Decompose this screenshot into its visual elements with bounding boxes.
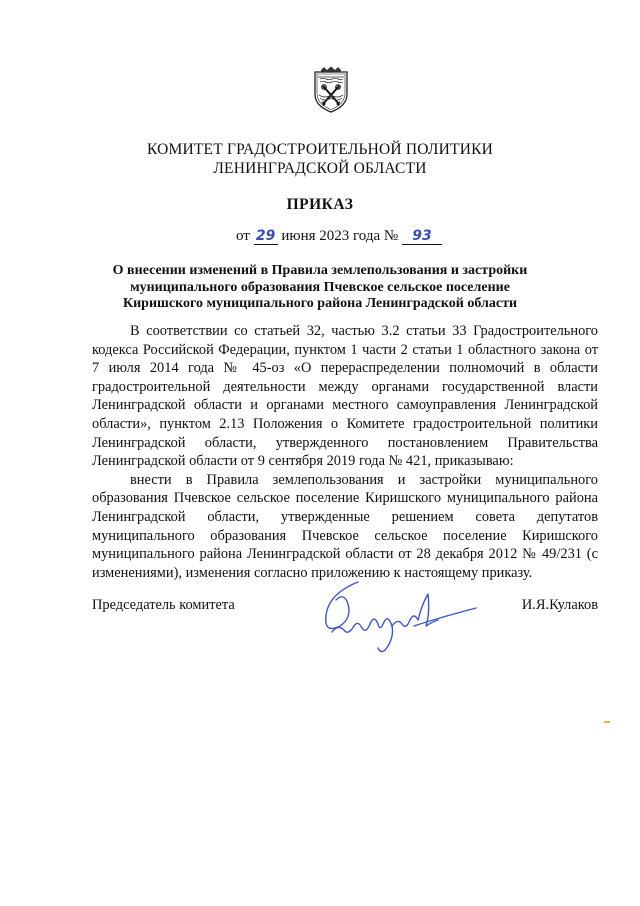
order-body [92,322,598,582]
subject-line-2: муниципального образования Пчевское сельское поселение [130,279,510,295]
signatory-name: И.Я.Кулаков [521,597,598,613]
organization-name-line-2: ЛЕНИНГРАДСКОЙ ОБЛАСТИ [213,160,427,177]
scan-artifact-mark [604,721,610,723]
order-title: ПРИКАЗ [286,196,354,213]
order-date-prefix: от [236,228,250,244]
coat-of-arms-emblem-icon [313,66,349,114]
order-month-year: июня 2023 года № [281,228,399,244]
subject-line-1: О внесении изменений в Правила землепользования и застройки [112,263,528,278]
organization-name-line-1: КОМИТЕТ ГРАДОСТРОИТЕЛЬНОЙ ПОЛИТИКИ [146,141,494,158]
signatory-position: Председатель комитета [92,597,235,613]
handwritten-signature-icon [318,574,478,658]
order-day-handwritten: 29 [254,228,278,245]
order-subject [110,263,530,313]
subject-line-3: Киришского муниципального района Ленинградской области [122,296,518,311]
body-paragraph-2: внести в Правила землепользования и застройки муниципального образования Пчевское сельское поселение Киришского муниципального района Ленинградской области, утвержденные решением совета депутатов муниципального образования Пчевское сельское поселение Киришского муниципального района Ленинградской области от 28 декабря 2012 № 49/231 (с изменениями), изменения согласно приложению к настоящему приказу. [92,471,598,581]
order-date-number-line [236,228,442,245]
body-paragraph-1: В соответствии со статьей 32, частью 3.2 статьи 33 Градостроительного кодекса Российской Федерации, пунктом 1 части 2 статьи 1 областного закона от 7 июля 2014 года № 45-оз «О перераспределении полномочий в области градостроительной деятельности между органами государственной власти Ленинградской области и органами местного самоуправления Ленинградской области», пунктом 2.13 Положения о Комитете градостроительной политики Ленинградской области, утвержденного постановлением Правительства Ленинградской области от 9 сентября 2019 года № 421, приказываю: [92,323,598,470]
order-number-handwritten: 93 [402,228,442,245]
